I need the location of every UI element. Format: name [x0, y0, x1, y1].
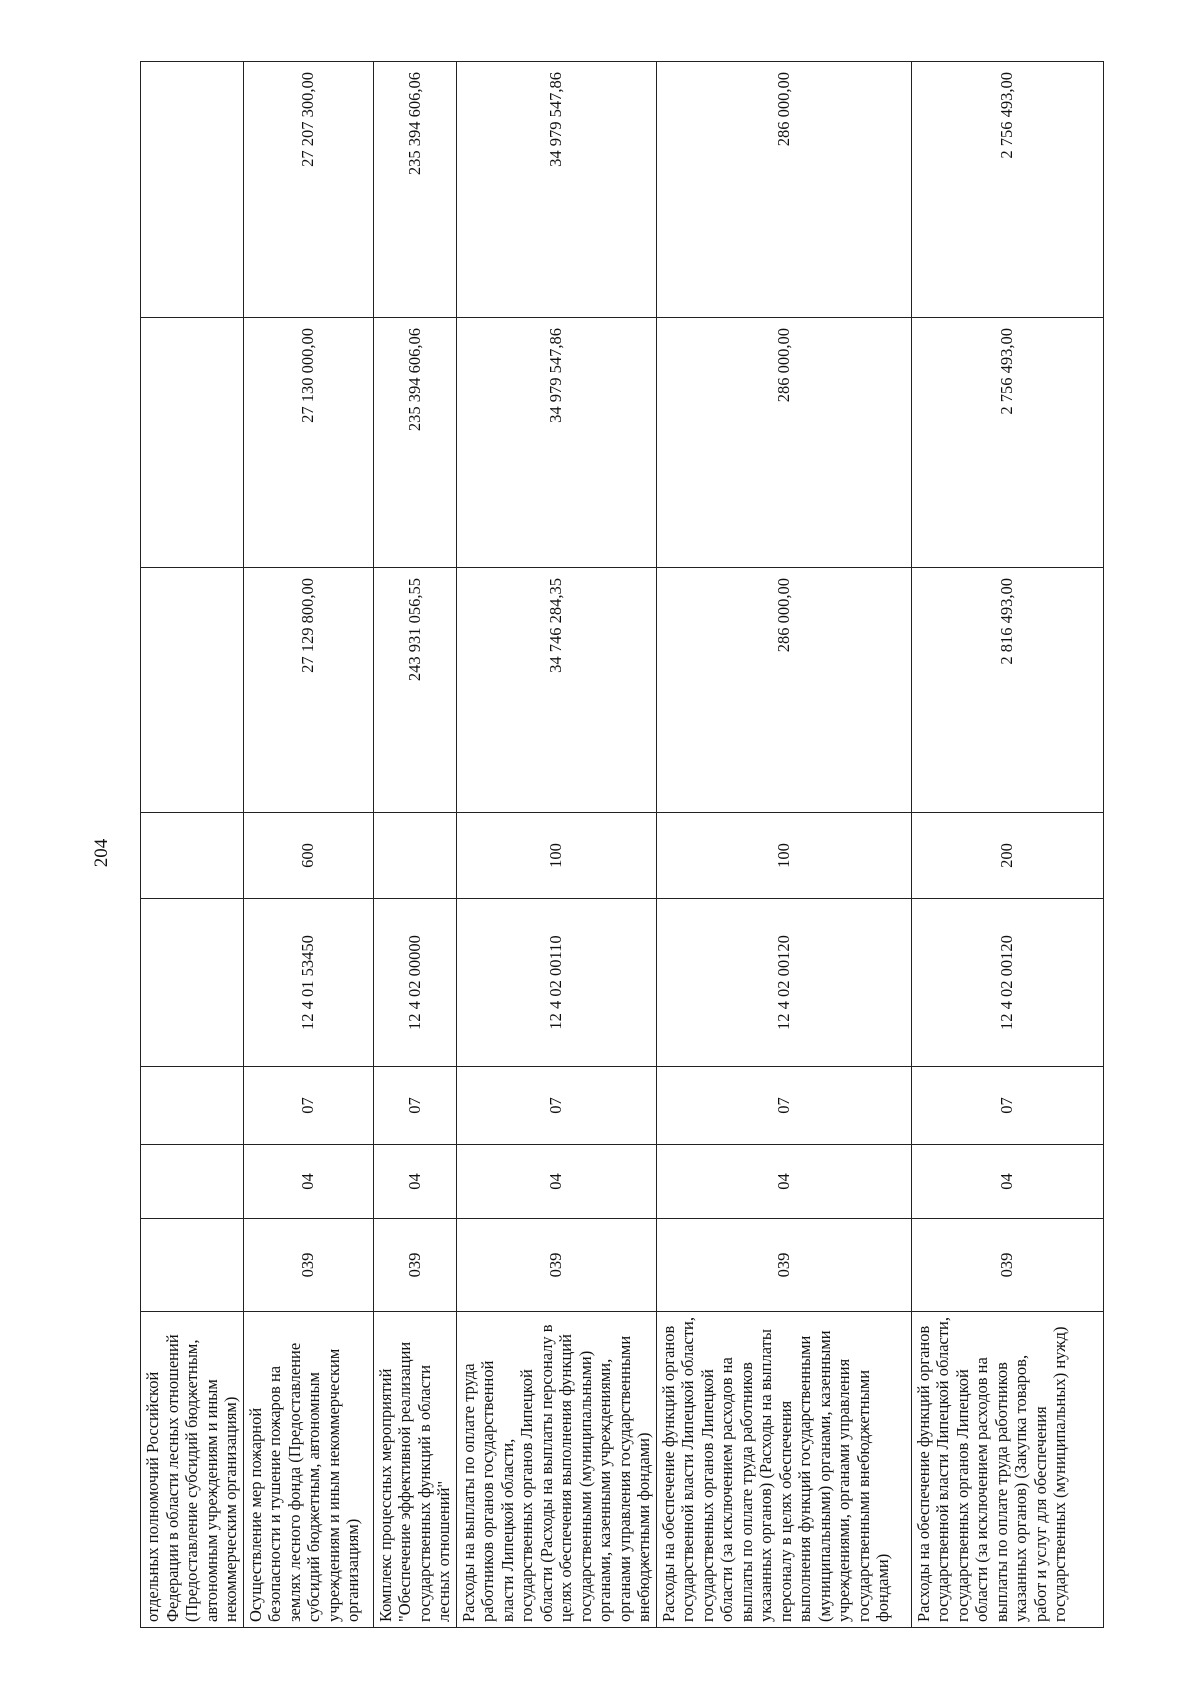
cell-csr: 12 4 01 53450 [243, 899, 373, 1067]
cell-gr: 039 [373, 1219, 456, 1312]
cell-year2: 34 979 547,86 [456, 318, 656, 568]
row-name: Осуществление мер пожарной безопасности и тушение пожаров на землях лесного фонда (Предоставление субсидий бюджетным, автономным учреждениям и иным некоммерческим организациям) [243, 1312, 373, 1628]
cell-csr: 12 4 02 00120 [656, 899, 911, 1067]
cell-csr: 12 4 02 00110 [456, 899, 656, 1067]
row-name: Расходы на обеспечение функций органов государственной власти Липецкой области, государственных органов Липецкой области (за исключением расходов на выплаты по оплате труда работников указанных органов) (Закупка товаров, работ и услуг для обеспечения государственных (муниципальных) нужд) [911, 1312, 1103, 1628]
cell-vr: 200 [911, 813, 1103, 899]
cell-year1: 243 931 056,55 [373, 568, 456, 813]
cell-pr: 07 [373, 1067, 456, 1145]
row-name: отдельных полномочий Российской Федерации в области лесных отношений (Предоставление субсидий бюджетным, автономным учреждениям и иным некоммерческим организациям) [141, 1312, 244, 1628]
cell-vr [373, 813, 456, 899]
cell-gr: 039 [911, 1219, 1103, 1312]
cell-pr: 07 [243, 1067, 373, 1145]
cell-csr [141, 899, 244, 1067]
cell-year2: 286 000,00 [656, 318, 911, 568]
cell-gr: 039 [243, 1219, 373, 1312]
cell-year2: 27 130 000,00 [243, 318, 373, 568]
cell-gr: 039 [656, 1219, 911, 1312]
table-row [911, 62, 1103, 1628]
cell-year1: 286 000,00 [656, 568, 911, 813]
cell-rz [141, 1145, 244, 1219]
table-row [141, 62, 244, 1628]
cell-year2: 2 756 493,00 [911, 318, 1103, 568]
cell-year3: 235 394 606,06 [373, 62, 456, 318]
cell-rz: 04 [373, 1145, 456, 1219]
cell-year3: 2 756 493,00 [911, 62, 1103, 318]
table-row [456, 62, 656, 1628]
cell-vr: 600 [243, 813, 373, 899]
cell-year3: 27 207 300,00 [243, 62, 373, 318]
cell-vr [141, 813, 244, 899]
row-name: Комплекс процессных мероприятий "Обеспечение эффективной реализации государственных функций в области лесных отношений" [373, 1312, 456, 1628]
cell-year2: 235 394 606,06 [373, 318, 456, 568]
cell-year1: 2 816 493,00 [911, 568, 1103, 813]
cell-year3: 34 979 547,86 [456, 62, 656, 318]
cell-gr [141, 1219, 244, 1312]
cell-rz: 04 [656, 1145, 911, 1219]
cell-pr [141, 1067, 244, 1145]
cell-year1 [141, 568, 244, 813]
cell-pr: 07 [656, 1067, 911, 1145]
budget-table-sheet [140, 62, 1075, 1628]
cell-year1: 27 129 800,00 [243, 568, 373, 813]
cell-rz: 04 [911, 1145, 1103, 1219]
budget-table [140, 61, 1104, 1628]
cell-pr: 07 [911, 1067, 1103, 1145]
cell-year2 [141, 318, 244, 568]
cell-csr: 12 4 02 00120 [911, 899, 1103, 1067]
cell-rz: 04 [456, 1145, 656, 1219]
cell-vr: 100 [456, 813, 656, 899]
table-row [243, 62, 373, 1628]
table-row [656, 62, 911, 1628]
cell-rz: 04 [243, 1145, 373, 1219]
row-name: Расходы на выплаты по оплате труда работников органов государственной власти Липецкой области, государственных органов Липецкой области (Расходы на выплаты персоналу в целях обеспечения выполнения функций государственными (муниципальными) органами, казенными учреждениями, органами управления государственными внебюджетными фондами) [456, 1312, 656, 1628]
cell-gr: 039 [456, 1219, 656, 1312]
cell-vr: 100 [656, 813, 911, 899]
cell-year1: 34 746 284,35 [456, 568, 656, 813]
cell-year3 [141, 62, 244, 318]
page-number: 204 [91, 838, 112, 868]
table-row [373, 62, 456, 1628]
cell-csr: 12 4 02 00000 [373, 899, 456, 1067]
cell-year3: 286 000,00 [656, 62, 911, 318]
row-name: Расходы на обеспечение функций органов государственной власти Липецкой области, государственных органов Липецкой области (за исключением расходов на выплаты по оплате труда работников указанных органов) (Расходы на выплаты персоналу в целях обеспечения выполнения функций государственными (муниципальными) органами, казенными учреждениями, органами управления государственными внебюджетными фондами) [656, 1312, 911, 1628]
cell-pr: 07 [456, 1067, 656, 1145]
